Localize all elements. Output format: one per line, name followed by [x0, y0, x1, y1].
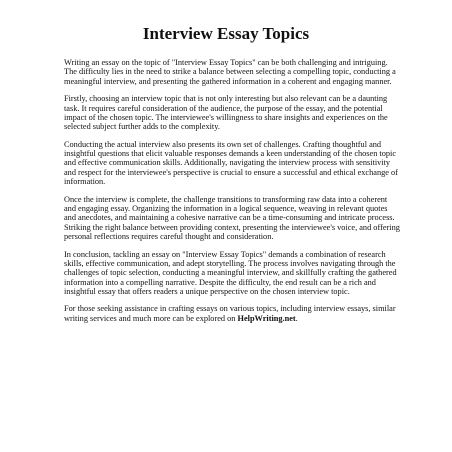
closing-paragraph — [64, 304, 400, 323]
paragraph-4: Once the interview is complete, the challenge transitions to transforming raw data into a coherent and engaging essay. Organizing the information in a logical sequence, weaving in relevant quotes and anecdotes, and maintaining a cohesive narrative can be a time-consuming and intricate process. Striking the right balance between providing context, presenting the interviewee's voice, and offering personal reflections requires careful thought and consideration. — [64, 194, 400, 241]
closing-text: For those seeking assistance in crafting essays on various topics, including interview essays, similar writing services and much more can be explored on — [64, 304, 396, 323]
document-title: Interview Essay Topics — [142, 24, 310, 43]
closing-end: . — [295, 313, 298, 323]
document-body — [64, 58, 400, 331]
site-name: HelpWriting.net — [237, 313, 296, 323]
paragraph-3: Conducting the actual interview also presents its own set of challenges. Crafting thoughtful and insightful questions that elicit valuable responses demands a keen understanding of the chosen topic and effective communication skills. Additionally, navigating the interview process with sensitivity and respect for the interviewee's perspective is crucial to ensure a successful and ethical exchange of information. — [64, 139, 398, 187]
paragraph-2: Firstly, choosing an interview topic that is not only interesting but also relevant can be a daunting task. It requires careful consideration of the audience, the purpose of the essay, and the potential impact of the chosen topic. The interviewee's willingness to share insights and experiences on the selected subject further adds to the complexity. — [64, 94, 388, 132]
paragraph-5: In conclusion, tackling an essay on "Interview Essay Topics" demands a combination of research skills, effective communication, and adept storytelling. The process involves navigating through the challenges of topic selection, conducting a meaningful interview, and skillfully crafting the gathered information into a compelling narrative. Despite the difficulty, the end result can be a rich and insightful essay that offers readers a unique perspective on the chosen interview topic. — [64, 249, 397, 296]
paragraph-1: Writing an essay on the topic of "Interview Essay Topics" can be both challenging and intriguing. The difficulty lies in the need to strike a balance between selecting a compelling topic, conducting a meaningful interview, and presenting the gathered information in a coherent and engaging manner. — [64, 58, 396, 86]
